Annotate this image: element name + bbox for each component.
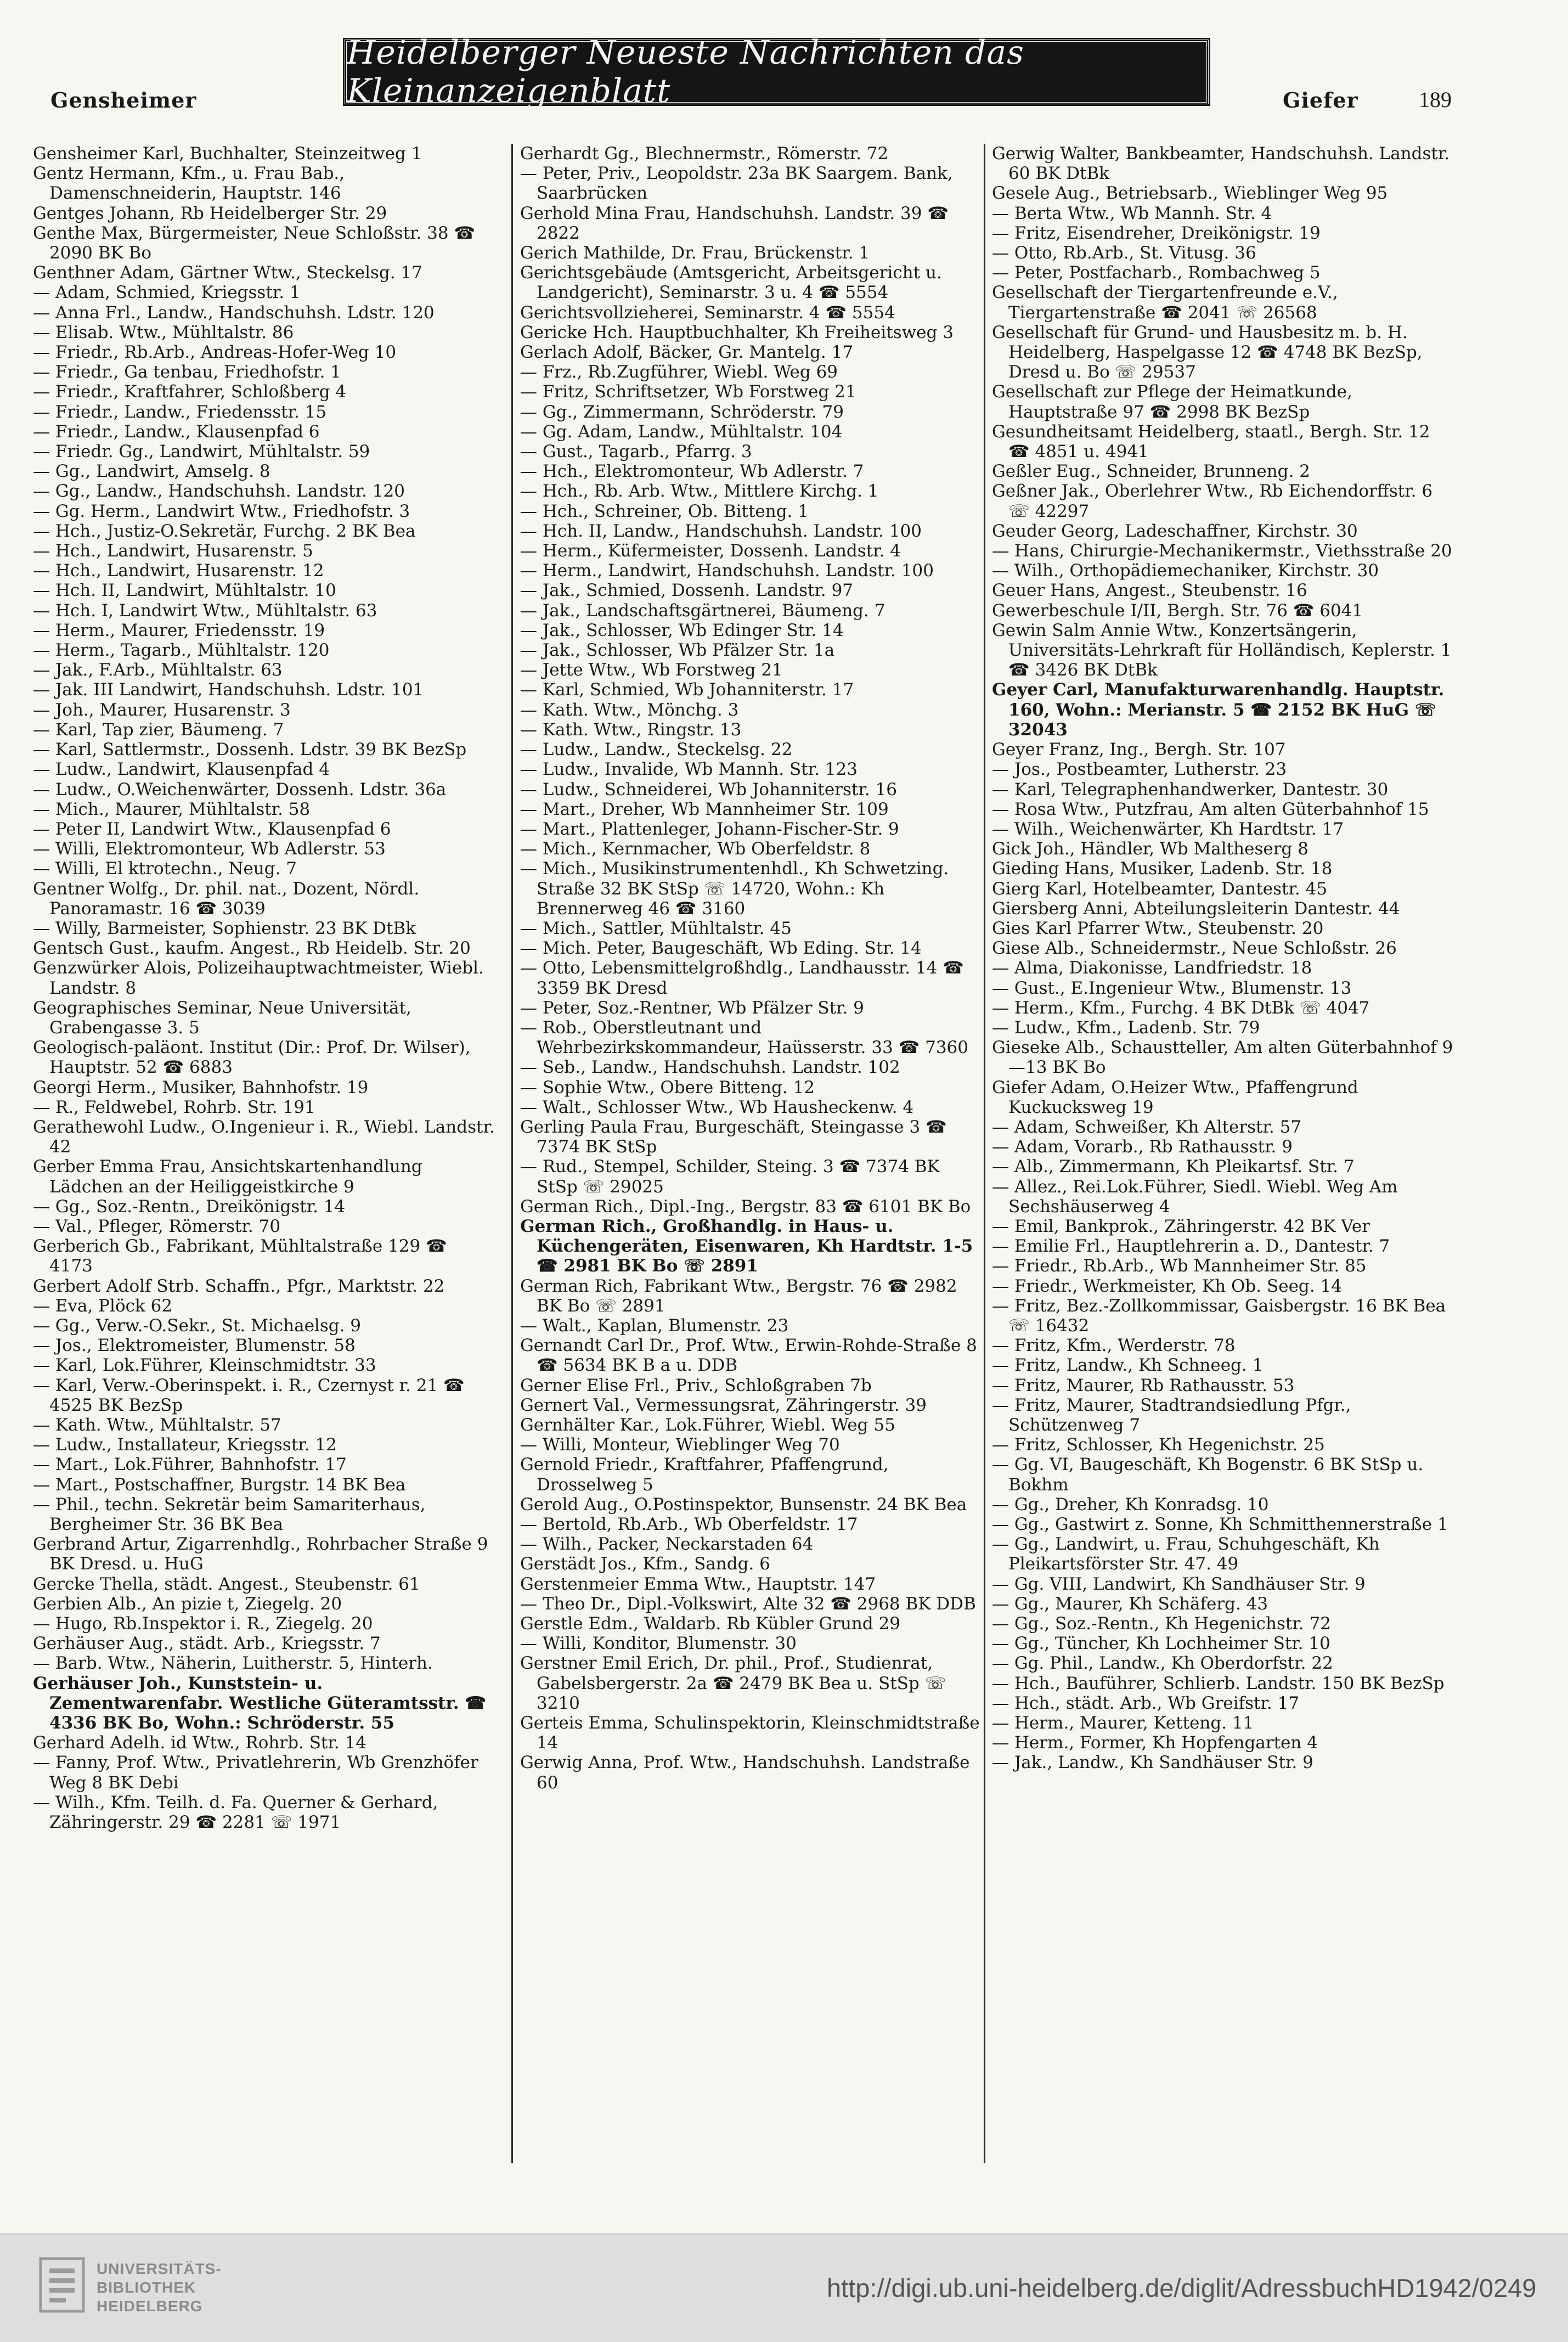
directory-entry: — Phil., techn. Sekretär beim Samariterhaus, Bergheimer Str. 36 BK Bea xyxy=(33,1494,426,1535)
directory-entry: — Rud., Stempel, Schilder, Steing. 3 ☎ 7374 BK StSp ☏ 29025 xyxy=(520,1157,940,1197)
directory-entry: — Jak., Schlosser, Wb Edinger Str. 14 xyxy=(520,620,844,640)
directory-entry: Gesellschaft zur Pflege der Heimatkunde, Hauptstraße 97 ☎ 2998 BK BezSp xyxy=(992,382,1352,422)
directory-entry: Gercke Thella, städt. Angest., Steubenstr. 61 xyxy=(33,1574,420,1594)
directory-entry: — Wilh., Packer, Neckarstaden 64 xyxy=(520,1534,814,1555)
directory-entry: — Friedr., Werkmeister, Kh Ob. Seeg. 14 xyxy=(992,1276,1342,1296)
directory-entry: Geßner Jak., Oberlehrer Wtw., Rb Eichendorffstr. 6 ☏ 42297 xyxy=(992,481,1433,521)
directory-entry: Gerbrand Artur, Zigarrenhdlg., Rohrbacher Straße 9 BK Dresd. u. HuG xyxy=(33,1534,488,1574)
directory-entry: Gewin Salm Annie Wtw., Konzertsängerin, Universitäts-Lehrkraft für Holländisch, Keplerstr. 1 ☎ 3426 BK DtBk xyxy=(992,620,1452,680)
directory-entry: Gies Karl Pfarrer Wtw., Steubenstr. 20 xyxy=(992,918,1324,938)
directory-entry: — Mich., Sattler, Mühltalstr. 45 xyxy=(520,918,792,938)
directory-entry: — Sophie Wtw., Obere Bitteng. 12 xyxy=(520,1077,815,1097)
directory-entry: Gerlach Adolf, Bäcker, Gr. Mantelg. 17 xyxy=(520,342,854,363)
directory-entry: German Rich., Dipl.-Ing., Bergstr. 83 ☎ 6101 BK Bo xyxy=(520,1196,971,1217)
directory-entry: — Emilie Frl., Hauptlehrerin a. D., Dantestr. 7 xyxy=(992,1236,1390,1257)
directory-entry: — Herm., Maurer, Ketteng. 11 xyxy=(992,1713,1254,1733)
directory-entry: — Fritz, Eisendreher, Dreikönigstr. 19 xyxy=(992,223,1321,243)
directory-entry: — Fritz, Schriftsetzer, Wb Forstweg 21 xyxy=(520,382,856,402)
directory-entry: — Mart., Lok.Führer, Bahnhofstr. 17 xyxy=(33,1455,347,1475)
library-name-line: BIBLIOTHEK xyxy=(97,2279,196,2296)
directory-entry: Georgi Herm., Musiker, Bahnhofstr. 19 xyxy=(33,1077,369,1097)
directory-entry: — Willi, Elektromonteur, Wb Adlerstr. 53 xyxy=(33,839,386,859)
directory-entry: Gerstädt Jos., Kfm., Sandg. 6 xyxy=(520,1554,770,1574)
directory-entry: — Gg., Zimmermann, Schröderstr. 79 xyxy=(520,402,844,422)
directory-entry: — Peter II, Landwirt Wtw., Klausenpfad 6 xyxy=(33,819,391,839)
directory-entry: — Val., Pfleger, Römerstr. 70 xyxy=(33,1216,281,1236)
directory-entry: — Ludw., Schneiderei, Wb Johanniterstr. 16 xyxy=(520,779,897,800)
directory-entry: — Herm., Kfm., Furchg. 4 BK DtBk ☏ 4047 xyxy=(992,998,1370,1018)
directory-entry: Gerichtsgebäude (Amtsgericht, Arbeitsgericht u. Landgericht), Seminarstr. 3 u. 4 ☎ 5554 xyxy=(520,263,942,303)
directory-entry: — Gg. VI, Baugeschäft, Kh Bogenstr. 6 BK StSp u. Bokhm xyxy=(992,1455,1424,1495)
directory-entry: — Herm., Tagarb., Mühltalstr. 120 xyxy=(33,640,330,661)
directory-entry: Gerich Mathilde, Dr. Frau, Brückenstr. 1 xyxy=(520,243,870,263)
column-divider xyxy=(511,144,513,2163)
directory-entry: — Mich., Maurer, Mühltalstr. 58 xyxy=(33,799,311,819)
directory-entry: — Peter, Priv., Leopoldstr. 23a BK Saargem. Bank, Saarbrücken xyxy=(520,164,953,204)
directory-entry: Gerstenmeier Emma Wtw., Hauptstr. 147 xyxy=(520,1574,876,1594)
directory-column-3 xyxy=(992,144,1454,2163)
directory-entry: — Jak., Schmied, Dossenh. Landstr. 97 xyxy=(520,581,854,601)
directory-entry: Gerold Aug., O.Postinspektor, Bunsenstr. 24 BK Bea xyxy=(520,1494,967,1515)
directory-entry: — Hch., Justiz-O.Sekretär, Furchg. 2 BK Bea xyxy=(33,521,416,541)
directory-entry: — Wilh., Kfm. Teilh. d. Fa. Querner & Gerhard, Zähringerstr. 29 ☎ 2281 ☏ 1971 xyxy=(33,1792,438,1833)
source-url-link[interactable]: http://digi.ub.uni-heidelberg.de/diglit/AdressbuchHD1942/0249 xyxy=(827,2273,1537,2302)
directory-entry: — Jak., Landw., Kh Sandhäuser Str. 9 xyxy=(992,1753,1313,1773)
directory-entry: — Karl, Lok.Führer, Kleinschmidtstr. 33 xyxy=(33,1355,376,1376)
library-name xyxy=(97,2260,222,2316)
directory-entry: — Berta Wtw., Wb Mannh. Str. 4 xyxy=(992,203,1272,223)
directory-entry: Gesundheitsamt Heidelberg, staatl., Bergh. Str. 12 ☎ 4851 u. 4941 xyxy=(992,421,1430,462)
directory-entry: — Wilh., Orthopädiemechaniker, Kirchstr. 30 xyxy=(992,561,1379,581)
directory-entry: — Mich., Musikinstrumentenhdl., Kh Schwetzing. Straße 32 BK StSp ☏ 14720, Wohn.: Kh Brennerweg 46 ☎ 3160 xyxy=(520,859,949,919)
directory-entry: — Mart., Dreher, Wb Mannheimer Str. 109 xyxy=(520,799,889,819)
directory-entry: Geuder Georg, Ladeschaffner, Kirchstr. 30 xyxy=(992,521,1358,541)
directory-entry: — Mart., Plattenleger, Johann-Fischer-Str. 9 xyxy=(520,819,899,839)
directory-entry: — Gg., Maurer, Kh Schäferg. 43 xyxy=(992,1594,1268,1614)
directory-entry: — Fanny, Prof. Wtw., Privatlehrerin, Wb Grenzhöfer Weg 8 BK Debi xyxy=(33,1753,478,1793)
directory-entry: — Gg., Tüncher, Kh Lochheimer Str. 10 xyxy=(992,1634,1330,1654)
directory-entry: Gerberich Gb., Fabrikant, Mühltalstraße 129 ☎ 4173 xyxy=(33,1236,447,1276)
directory-entry: — Fritz, Maurer, Rb Rathausstr. 53 xyxy=(992,1375,1295,1395)
directory-entry: — Barb. Wtw., Näherin, Luitherstr. 5, Hinterh. xyxy=(33,1653,433,1674)
directory-entry: Geographisches Seminar, Neue Universität, Grabengasse 3. 5 xyxy=(33,998,411,1038)
directory-entry: — Gg., Landwirt, u. Frau, Schuhgeschäft, Kh Pleikartsförster Str. 47. 49 xyxy=(992,1534,1380,1574)
directory-entry: Gerstle Edm., Waldarb. Rb Kübler Grund 29 xyxy=(520,1614,901,1634)
directory-entry: Gewerbeschule I/II, Bergh. Str. 76 ☎ 6041 xyxy=(992,600,1363,621)
directory-entry: — Ludw., Installateur, Kriegsstr. 12 xyxy=(33,1435,337,1455)
directory-entry: — Friedr. Gg., Landwirt, Mühltalstr. 59 xyxy=(33,442,370,462)
directory-entry: — Friedr., Rb.Arb., Wb Mannheimer Str. 85 xyxy=(992,1256,1367,1276)
directory-entry: Gentz Hermann, Kfm., u. Frau Bab., Damenschneiderin, Hauptstr. 146 xyxy=(33,164,345,204)
directory-entry: — Karl, Schmied, Wb Johanniterstr. 17 xyxy=(520,680,854,700)
directory-entry: — Frz., Rb.Zugführer, Wiebl. Weg 69 xyxy=(520,362,838,382)
directory-entry: — Hch. II, Landwirt, Mühltalstr. 10 xyxy=(33,581,336,601)
directory-entry: — Ludw., Landw., Steckelsg. 22 xyxy=(520,740,793,760)
directory-entry: Giefer Adam, O.Heizer Wtw., Pfaffengrund Kuckucksweg 19 xyxy=(992,1077,1358,1117)
directory-entry: — Fritz, Kfm., Werderstr. 78 xyxy=(992,1336,1236,1356)
directory-entry: — Karl, Tap zier, Bäumeng. 7 xyxy=(33,719,284,740)
directory-entry: — Gg., Landwirt, Amselg. 8 xyxy=(33,461,270,482)
directory-entry: — Jette Wtw., Wb Forstweg 21 xyxy=(520,660,783,680)
directory-entry: — Gg., Gastwirt z. Sonne, Kh Schmitthennerstraße 1 xyxy=(992,1515,1448,1535)
directory-entry: — Wilh., Weichenwärter, Kh Hardtstr. 17 xyxy=(992,819,1344,839)
newspaper-banner xyxy=(345,33,1209,110)
directory-entry: — Peter, Soz.-Rentner, Wb Pfälzer Str. 9 xyxy=(520,998,864,1018)
directory-entry: — Hch., Landwirt, Husarenstr. 12 xyxy=(33,561,324,581)
page-number: 189 xyxy=(1419,87,1452,112)
directory-entry: Gernert Val., Vermessungsrat, Zähringerstr. 39 xyxy=(520,1395,927,1415)
directory-entry: — Jak., Schlosser, Wb Pfälzer Str. 1a xyxy=(520,640,835,661)
directory-entry: — Theo Dr., Dipl.-Volkswirt, Alte 32 ☎ 2968 BK DDB xyxy=(520,1594,976,1614)
directory-entry: — Fritz, Schlosser, Kh Hegenichstr. 25 xyxy=(992,1435,1325,1455)
directory-entry: — Friedr., Ga tenbau, Friedhofstr. 1 xyxy=(33,362,341,382)
library-name-line: UNIVERSITÄTS- xyxy=(97,2260,222,2277)
directory-entry: — Gg., Soz.-Rentn., Dreikönigstr. 14 xyxy=(33,1196,346,1217)
directory-entry: Gick Joh., Händler, Wb Maltheserg 8 xyxy=(992,839,1308,859)
directory-entry: — Bertold, Rb.Arb., Wb Oberfeldstr. 17 xyxy=(520,1515,858,1535)
directory-entry: — Herm., Landwirt, Handschuhsh. Landstr. 100 xyxy=(520,561,934,581)
directory-entry: — R., Feldwebel, Rohrb. Str. 191 xyxy=(33,1097,315,1117)
directory-entry: — Ludw., Invalide, Wb Mannh. Str. 123 xyxy=(520,759,858,780)
directory-entry: Gierg Karl, Hotelbeamter, Dantestr. 45 xyxy=(992,879,1328,899)
directory-entry: — Gg., Landw., Handschuhsh. Landstr. 120 xyxy=(33,481,405,502)
directory-entry: Geuer Hans, Angest., Steubenstr. 16 xyxy=(992,581,1307,601)
university-library-logo-icon xyxy=(38,2256,86,2313)
directory-entry: — Hch., Schreiner, Ob. Bitteng. 1 xyxy=(520,501,809,521)
directory-entry: — Hch., Landwirt, Husarenstr. 5 xyxy=(33,541,313,561)
directory-entry: Gieding Hans, Musiker, Ladenb. Str. 18 xyxy=(992,859,1333,879)
directory-entry: — Hch., Bauführer, Schlierb. Landstr. 150 BK BezSp xyxy=(992,1673,1445,1693)
directory-entry: — Jak. III Landwirt, Handschuhsh. Ldstr. 101 xyxy=(33,680,424,700)
directory-entry: Gerichtsvollzieherei, Seminarstr. 4 ☎ 5554 xyxy=(520,302,895,323)
directory-entry: Genthner Adam, Gärtner Wtw., Steckelsg. 17 xyxy=(33,263,422,283)
directory-entry: — Friedr., Landw., Klausenpfad 6 xyxy=(33,421,320,442)
directory-entry: — Jos., Postbeamter, Lutherstr. 23 xyxy=(992,759,1287,780)
directory-entry: — Willi, Monteur, Wieblinger Weg 70 xyxy=(520,1435,840,1455)
directory-entry: — Kath. Wtw., Ringstr. 13 xyxy=(520,719,742,740)
directory-entry: — Fritz, Bez.-Zollkommissar, Gaisbergstr. 16 BK Bea ☏ 16432 xyxy=(992,1296,1446,1336)
directory-column-1 xyxy=(33,144,495,2163)
directory-entry: — Karl, Telegraphenhandwerker, Dantestr. 30 xyxy=(992,779,1389,800)
directory-entry: Geyer Carl, Manufakturwarenhandlg. Hauptstr. 160, Wohn.: Merianstr. 5 ☎ 2152 BK HuG ☏ 32043 xyxy=(992,680,1445,740)
directory-entry: German Rich., Großhandlg. in Haus- u. Küchengeräten, Eisenwaren, Kh Hardtstr. 1-5 ☎ 2981 BK Bo ☏ 2891 xyxy=(520,1216,973,1276)
directory-entry: — Jak., F.Arb., Mühltalstr. 63 xyxy=(33,660,283,680)
directory-entry: Genthe Max, Bürgermeister, Neue Schloßstr. 38 ☎ 2090 BK Bo xyxy=(33,223,476,263)
directory-entry: Gerhardt Gg., Blechnermstr., Römerstr. 72 xyxy=(520,144,889,164)
directory-entry: — Mich., Kernmacher, Wb Oberfeldstr. 8 xyxy=(520,839,871,859)
directory-entry: Gesellschaft für Grund- und Hausbesitz m. b. H. Heidelberg, Haspelgasse 12 ☎ 4748 BK BezSp, Dresd u. Bo ☏ 29537 xyxy=(992,322,1423,382)
directory-entry: — Emil, Bankprok., Zähringerstr. 42 BK Ver xyxy=(992,1216,1370,1236)
directory-entry: Gerhäuser Joh., Kunststein- u. Zementwarenfabr. Westliche Güteramtsstr. ☎ 4336 BK Bo, Wohn.: Schröderstr. 55 xyxy=(33,1673,487,1733)
directory-entry: — Alb., Zimmermann, Kh Pleikartsf. Str. 7 xyxy=(992,1157,1355,1177)
directory-entry: — Walt., Kaplan, Blumenstr. 23 xyxy=(520,1315,789,1336)
directory-entry: Gentges Johann, Rb Heidelberger Str. 29 xyxy=(33,203,387,223)
directory-entry: — Walt., Schlosser Wtw., Wb Hausheckenw. 4 xyxy=(520,1097,914,1117)
directory-entry: — Kath. Wtw., Mönchg. 3 xyxy=(520,700,739,720)
directory-entry: Gerathewohl Ludw., O.Ingenieur i. R., Wiebl. Landstr. 42 xyxy=(33,1117,495,1157)
directory-entry: Gerbert Adolf Strb. Schaffn., Pfgr., Marktstr. 22 xyxy=(33,1276,445,1296)
directory-entry: Geologisch-paläont. Institut (Dir.: Prof. Dr. Wilser), Hauptstr. 52 ☎ 6883 xyxy=(33,1038,471,1078)
directory-entry: Gerhold Mina Frau, Handschuhsh. Landstr. 39 ☎ 2822 xyxy=(520,203,949,243)
directory-entry: — Gust., Tagarb., Pfarrg. 3 xyxy=(520,442,752,462)
directory-entry: — Rosa Wtw., Putzfrau, Am alten Güterbahnhof 15 xyxy=(992,799,1429,819)
directory-entry: Gensheimer Karl, Buchhalter, Steinzeitweg 1 xyxy=(33,144,422,164)
directory-entry: Gieseke Alb., Schaustteller, Am alten Güterbahnhof 9—13 BK Bo xyxy=(992,1038,1453,1078)
directory-entry: — Adam, Vorarb., Rb Rathausstr. 9 xyxy=(992,1137,1293,1157)
library-name-line: HEIDELBERG xyxy=(97,2298,203,2315)
directory-entry: — Anna Frl., Landw., Handschuhsh. Ldstr. 120 xyxy=(33,302,435,323)
directory-entry: — Karl, Verw.-Oberinspekt. i. R., Czernyst r. 21 ☎ 4525 BK BezSp xyxy=(33,1375,465,1415)
directory-entry: — Karl, Sattlermstr., Dossenh. Ldstr. 39 BK BezSp xyxy=(33,740,467,760)
directory-entry: Gericke Hch. Hauptbuchhalter, Kh Freiheitsweg 3 xyxy=(520,322,954,342)
directory-entry: — Ludw., Landwirt, Klausenpfad 4 xyxy=(33,759,330,780)
directory-entry: — Mich. Peter, Baugeschäft, Wb Eding. Str. 14 xyxy=(520,938,922,959)
directory-entry: Gernold Friedr., Kraftfahrer, Pfaffengrund, Drosselweg 5 xyxy=(520,1455,889,1495)
directory-entry: Geßler Eug., Schneider, Brunneng. 2 xyxy=(992,461,1310,482)
directory-entry: Gesele Aug., Betriebsarb., Wieblinger Weg 95 xyxy=(992,183,1388,204)
directory-entry: Gerwig Anna, Prof. Wtw., Handschuhsh. Landstraße 60 xyxy=(520,1753,970,1793)
directory-entry: — Gg., Verw.-O.Sekr., St. Michaelsg. 9 xyxy=(33,1315,362,1336)
directory-entry: Gerwig Walter, Bankbeamter, Handschuhsh. Landstr. 60 BK DtBk xyxy=(992,144,1450,184)
directory-entry: — Seb., Landw., Handschuhsh. Landstr. 102 xyxy=(520,1057,900,1078)
directory-entry: Gentner Wolfg., Dr. phil. nat., Dozent, Nördl. Panoramastr. 16 ☎ 3039 xyxy=(33,879,420,919)
directory-entry: — Hans, Chirurgie-Mechanikermstr., Viethsstraße 20 xyxy=(992,541,1452,561)
directory-entry: Giersberg Anni, Abteilungsleiterin Dantestr. 44 xyxy=(992,898,1400,919)
directory-entry: — Jos., Elektromeister, Blumenstr. 58 xyxy=(33,1336,356,1356)
column-divider xyxy=(984,144,985,2163)
directory-entry: — Friedr., Landw., Friedensstr. 15 xyxy=(33,402,327,422)
directory-entry: Gentsch Gust., kaufm. Angest., Rb Heidelb. Str. 20 xyxy=(33,938,471,959)
directory-entry: — Willy, Barmeister, Sophienstr. 23 BK DtBk xyxy=(33,918,416,938)
directory-entry: Gernhälter Kar., Lok.Führer, Wiebl. Weg 55 xyxy=(520,1415,895,1435)
directory-entry: — Gg. Herm., Landwirt Wtw., Friedhofstr. 3 xyxy=(33,501,410,521)
directory-entry: — Friedr., Kraftfahrer, Schloßberg 4 xyxy=(33,382,347,402)
directory-entry: — Otto, Lebensmittelgroßhdlg., Landhausstr. 14 ☎ 3359 BK Dresd xyxy=(520,958,964,998)
directory-entry: Gerbien Alb., An pizie t, Ziegelg. 20 xyxy=(33,1594,342,1614)
directory-entry: — Fritz, Landw., Kh Schneeg. 1 xyxy=(992,1355,1264,1376)
directory-entry: Gerhard Adelh. id Wtw., Rohrb. Str. 14 xyxy=(33,1733,367,1753)
directory-entry: — Hch., Rb. Arb. Wtw., Mittlere Kirchg. 1 xyxy=(520,481,879,502)
directory-entry: — Ludw., O.Weichenwärter, Dossenh. Ldstr. 36a xyxy=(33,779,447,800)
directory-entry: — Elisab. Wtw., Mühltalstr. 86 xyxy=(33,322,294,342)
directory-entry: — Mart., Postschaffner, Burgstr. 14 BK Bea xyxy=(33,1474,406,1495)
directory-entry: — Hugo, Rb.Inspektor i. R., Ziegelg. 20 xyxy=(33,1614,373,1634)
directory-entry: — Willi, Konditor, Blumenstr. 30 xyxy=(520,1634,797,1654)
running-head-first-entry: Gensheimer xyxy=(50,88,197,112)
directory-entry: — Eva, Plöck 62 xyxy=(33,1296,173,1316)
directory-entry: — Gg., Dreher, Kh Konradsg. 10 xyxy=(992,1494,1269,1515)
directory-entry: — Gust., E.Ingenieur Wtw., Blumenstr. 13 xyxy=(992,978,1352,998)
directory-entry: German Rich, Fabrikant Wtw., Bergstr. 76 ☎ 2982 BK Bo ☏ 2891 xyxy=(520,1276,957,1316)
directory-entry: — Hch., städt. Arb., Wb Greifstr. 17 xyxy=(992,1693,1300,1713)
directory-entry: Gerber Emma Frau, Ansichtskartenhandlung Lädchen an der Heiliggeistkirche 9 xyxy=(33,1157,422,1197)
directory-entry: — Rob., Oberstleutnant und Wehrbezirkskommandeur, Haüsserstr. 33 ☎ 7360 xyxy=(520,1017,968,1058)
directory-entry: Geyer Franz, Ing., Bergh. Str. 107 xyxy=(992,740,1286,760)
directory-entry: — Gg. VIII, Landwirt, Kh Sandhäuser Str. 9 xyxy=(992,1574,1366,1594)
directory-entry: Genzwürker Alois, Polizeihauptwachtmeister, Wiebl. Landstr. 8 xyxy=(33,958,484,998)
directory-entry: Gerteis Emma, Schulinspektorin, Kleinschmidtstraße 14 xyxy=(520,1713,980,1753)
directory-entry: — Joh., Maurer, Husarenstr. 3 xyxy=(33,700,291,720)
directory-entry: — Herm., Former, Kh Hopfengarten 4 xyxy=(992,1733,1318,1753)
directory-entry: — Gg. Adam, Landw., Mühltalstr. 104 xyxy=(520,421,843,442)
directory-entry: — Willi, El ktrotechn., Neug. 7 xyxy=(33,859,297,879)
directory-entry: — Kath. Wtw., Mühltalstr. 57 xyxy=(33,1415,281,1435)
directory-entry: Gerling Paula Frau, Burgeschäft, Steingasse 3 ☎ 7374 BK StSp xyxy=(520,1117,947,1157)
directory-entry: — Alma, Diakonisse, Landfriedstr. 18 xyxy=(992,958,1312,978)
directory-entry: — Fritz, Maurer, Stadtrandsiedlung Pfgr., Schützenweg 7 xyxy=(992,1395,1351,1435)
banner-text: Heidelberger Neueste Nachrichten das Kleinanzeigenblatt xyxy=(347,33,1024,110)
directory-entry: — Hch., Elektromonteur, Wb Adlerstr. 7 xyxy=(520,461,864,482)
directory-entry: — Adam, Schweißer, Kh Alterstr. 57 xyxy=(992,1117,1302,1137)
directory-entry: Gesellschaft der Tiergartenfreunde e.V., Tiergartenstraße ☎ 2041 ☏ 26568 xyxy=(992,283,1338,323)
directory-entry: — Jak., Landschaftsgärtnerei, Bäumeng. 7 xyxy=(520,600,885,621)
directory-entry: — Herm., Maurer, Friedensstr. 19 xyxy=(33,620,325,640)
directory-entry: — Hch. II, Landw., Handschuhsh. Landstr. 100 xyxy=(520,521,922,541)
directory-entry: Giese Alb., Schneidermstr., Neue Schloßstr. 26 xyxy=(992,938,1397,959)
directory-entry: — Hch. I, Landwirt Wtw., Mühltalstr. 63 xyxy=(33,600,377,621)
directory-entry: — Otto, Rb.Arb., St. Vitusg. 36 xyxy=(992,243,1256,263)
directory-entry: Gerstner Emil Erich, Dr. phil., Prof., Studienrat, Gabelsbergerstr. 2a ☎ 2479 BK Bea u. StSp ☏ 3210 xyxy=(520,1653,946,1713)
directory-entry: — Gg. Phil., Landw., Kh Oberdorfstr. 22 xyxy=(992,1653,1333,1674)
directory-entry: — Peter, Postfacharb., Rombachweg 5 xyxy=(992,263,1321,283)
directory-entry: — Herm., Küfermeister, Dossenh. Landstr. 4 xyxy=(520,541,901,561)
running-head-last-entry: Giefer xyxy=(1283,88,1358,112)
directory-entry: — Ludw., Kfm., Ladenb. Str. 79 xyxy=(992,1017,1260,1038)
directory-column-2 xyxy=(520,144,982,2163)
directory-entry: Gernandt Carl Dr., Prof. Wtw., Erwin-Rohde-Straße 8 ☎ 5634 BK B a u. DDB xyxy=(520,1336,977,1376)
directory-entry: — Allez., Rei.Lok.Führer, Siedl. Wiebl. Weg Am Sechshäuserweg 4 xyxy=(992,1176,1398,1217)
directory-entry: — Gg., Soz.-Rentn., Kh Hegenichstr. 72 xyxy=(992,1614,1331,1634)
directory-entry: Gerner Elise Frl., Priv., Schloßgraben 7b xyxy=(520,1375,872,1395)
directory-entry: — Adam, Schmied, Kriegsstr. 1 xyxy=(33,283,301,303)
directory-entry: — Friedr., Rb.Arb., Andreas-Hofer-Weg 10 xyxy=(33,342,397,363)
directory-entry: Gerhäuser Aug., städt. Arb., Kriegsstr. 7 xyxy=(33,1634,381,1654)
